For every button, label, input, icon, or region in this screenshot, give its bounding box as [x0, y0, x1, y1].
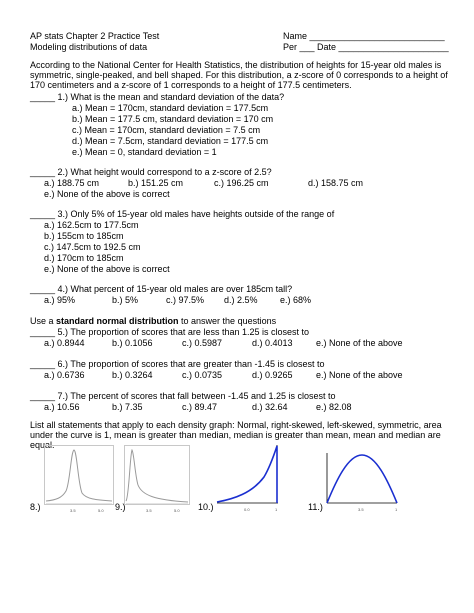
q7-choice-e: e.) 82.08 [316, 402, 352, 412]
graph-9-tick-label-right: 5.0 [174, 508, 180, 513]
question-6-stem: _____ 6.) The proportion of scores that are greater than -1.45 is closest to [30, 359, 325, 369]
q7-choice-b: b.) 7.35 [112, 402, 143, 412]
q4-choice-a: a.) 95% [44, 295, 76, 305]
q1-choice-b: b.) Mean = 177.5 cm, standard deviation = 170 cm [72, 114, 274, 124]
q6-choice-d: d.) 0.9265 [252, 370, 293, 380]
graph-instructions: List all statements that apply to each density graph: Normal, right-skewed, left-skewed, symmetric, area under the curve is 1, mean is greater than median, median is greater than mean, mean and median are equal. [30, 420, 442, 450]
q2-choice-c: c.) 196.25 cm [214, 178, 269, 188]
q1-choice-a: a.) Mean = 170cm, standard deviation = 177.5cm [72, 103, 269, 113]
q7-choice-c: c.) 89.47 [182, 402, 218, 412]
q1-choice-d: d.) Mean = 7.5cm, standard deviation = 177.5 cm [72, 136, 269, 146]
q1-choice-c: c.) Mean = 170cm, standard deviation = 7.5 cm [72, 125, 261, 135]
graph-8-label: 8.) [30, 502, 41, 512]
name-field-label: Name ___________________________ [283, 31, 445, 41]
q6-choice-b: b.) 0.3264 [112, 370, 153, 380]
q2-choice-b: b.) 151.25 cm [128, 178, 184, 188]
graph-10-tick-label-left: 0.0 [244, 507, 250, 512]
q2-choice-e: e.) None of the above is correct [44, 189, 170, 199]
q3-choice-a: a.) 162.5cm to 177.5cm [44, 220, 139, 230]
graph-10-label: 10.) [198, 502, 214, 512]
graph-8-density-curve [46, 450, 112, 501]
graph-9-plot [124, 445, 190, 515]
q4-choice-e: e.) 68% [280, 295, 312, 305]
q5-choice-c: c.) 0.5987 [182, 338, 223, 348]
graph-9-label: 9.) [115, 502, 126, 512]
question-5-stem: _____ 5.) The proportion of scores that are less than 1.25 is closest to [30, 327, 309, 337]
question-7-stem: _____ 7.) The percent of scores that fall between -1.45 and 1.25 is closest to [30, 391, 336, 401]
graph-11-label: 11.) [308, 502, 323, 512]
q5-choice-a: a.) 0.8944 [44, 338, 85, 348]
q2-choice-d: d.) 158.75 cm [308, 178, 364, 188]
q5-choice-e: e.) None of the above [316, 338, 403, 348]
q3-choice-d: d.) 170cm to 185cm [44, 253, 124, 263]
snd-suffix: to answer the questions [178, 316, 277, 326]
intro-paragraph: According to the National Center for Health Statistics, the distribution of heights for 15-year old males is symmetric, single-peaked, and bell shaped. For this distribution, a z-score of 0 corresponds to a height of 170 centimeters and a z-score of 1 corresponds to a height of 177.5 centimeters. [30, 60, 448, 90]
question-4-stem: _____ 4.) What percent of 15-year old males are over 185cm tall? [30, 284, 293, 294]
q3-choice-e: e.) None of the above is correct [44, 264, 170, 274]
q5-choice-d: d.) 0.4013 [252, 338, 293, 348]
graph-10-tick-label-right: 1 [275, 507, 278, 512]
graph-11-density-curve [327, 455, 397, 503]
question-2-stem: _____ 2.) What height would correspond to a z-score of 2.5? [30, 167, 272, 177]
q4-choice-d: d.) 2.5% [224, 295, 258, 305]
q6-choice-a: a.) 0.6736 [44, 370, 85, 380]
snd-bold-term: standard normal distribution [56, 316, 179, 326]
graph-9-frame [125, 446, 190, 505]
q4-choice-b: b.) 5% [112, 295, 139, 305]
q2-choice-a: a.) 188.75 cm [44, 178, 100, 188]
unit-title: Modeling distributions of data [30, 42, 148, 52]
graph-8-plot [44, 445, 114, 515]
per-date-field-label: Per ___ Date ______________________ [283, 42, 449, 52]
q6-choice-c: c.) 0.0735 [182, 370, 223, 380]
q5-choice-b: b.) 0.1056 [112, 338, 153, 348]
graph-10-density-curve [217, 446, 277, 503]
graph-9-tick-label-left: 3.5 [146, 508, 152, 513]
question-3-stem: _____ 3.) Only 5% of 15-year old males have heights outside of the range of [30, 209, 335, 219]
snd-prefix: Use a [30, 316, 57, 326]
q3-choice-b: b.) 155cm to 185cm [44, 231, 124, 241]
graph-8-tick-label-left: 3.5 [70, 508, 76, 513]
graph-11-tick-label-left: 3.5 [358, 507, 364, 512]
course-title: AP stats Chapter 2 Practice Test [30, 31, 160, 41]
snd-instruction [30, 316, 276, 326]
q4-choice-c: c.) 97.5% [166, 295, 205, 305]
graph-8-tick-label-right: 5.0 [98, 508, 104, 513]
graph-9-density-curve [126, 450, 188, 502]
graph-11-tick-label-right: 1 [395, 507, 398, 512]
graph-11-plot [324, 443, 400, 515]
graph-10-plot [214, 443, 280, 515]
q7-choice-a: a.) 10.56 [44, 402, 80, 412]
q6-choice-e: e.) None of the above [316, 370, 403, 380]
q3-choice-c: c.) 147.5cm to 192.5 cm [44, 242, 141, 252]
q1-choice-e: e.) Mean = 0, standard deviation = 1 [72, 147, 217, 157]
q7-choice-d: d.) 32.64 [252, 402, 288, 412]
question-1-stem: _____ 1.) What is the mean and standard deviation of the data? [30, 92, 285, 102]
